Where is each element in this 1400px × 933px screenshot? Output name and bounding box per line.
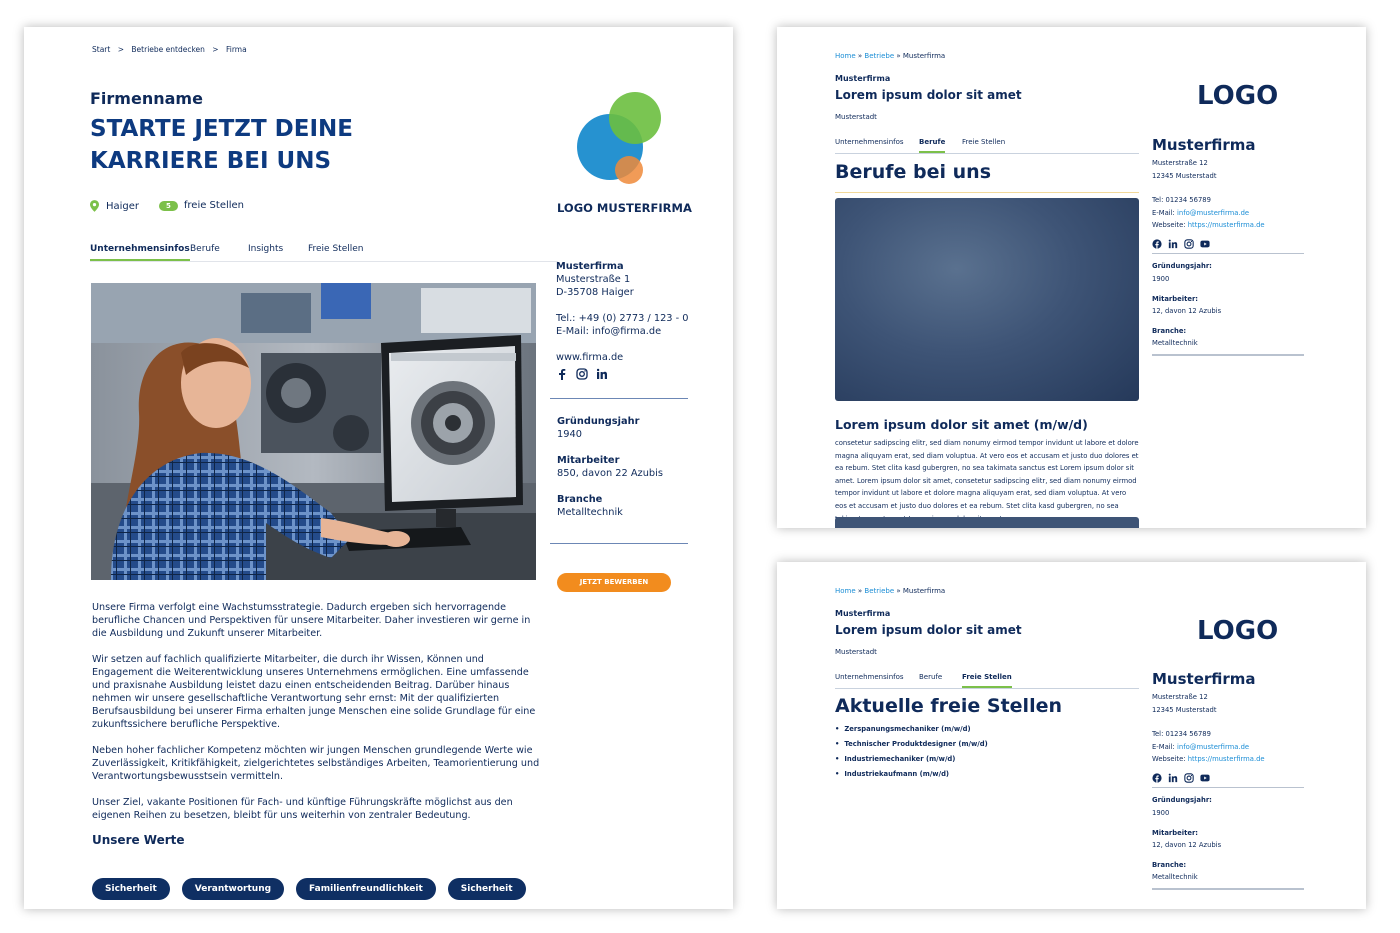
social-links: [556, 368, 689, 380]
fact-value: Metalltechnik: [1152, 873, 1198, 882]
fact-label: Mitarbeiter:: [1152, 294, 1199, 303]
fact-label: Branche:: [1152, 860, 1187, 869]
divider: [1152, 354, 1304, 356]
divider: [1152, 253, 1304, 255]
job-description: consetetur sadipscing elitr, sed diam nonumy eirmod tempor invidunt ut labore et dolore magna aliquyam erat, sed diam voluptua. At vero eos et accusam et justo duo dolores et ea rebum. Stet clita kasd gubergren, no sea takimata sanctus est Lorem ipsum dolor sit amet. Lorem ipsum dolor sit amet, consetetur sadipscing elitr, sed diam nonumy eirmod tempor invidunt ut labore et dolore magna aliquyam erat, sed diam voluptua. At vero eos et accusam et justo duo dolores et ea rebum. Stet clita kasd gubergren, no sea: [835, 439, 1139, 510]
tab-freie-stellen[interactable]: Freie Stellen: [308, 244, 364, 254]
sidebar-phone[interactable]: Tel: 01234 56789: [1152, 730, 1211, 739]
sidebar-web-row: [1152, 753, 1304, 766]
fact-founded: [1152, 794, 1304, 819]
breadcrumb-separator: >: [117, 45, 125, 54]
tab-bar: [90, 244, 558, 262]
contact-box: [556, 260, 689, 380]
logo-text: LOGO: [1197, 81, 1279, 111]
breadcrumb: [835, 52, 945, 60]
fact-label: Branche: [557, 494, 603, 505]
sidebar-email-link[interactable]: info@musterfirma.de: [1177, 208, 1250, 217]
fact-label: Mitarbeiter:: [1152, 828, 1199, 837]
breadcrumb-current: Firma: [225, 45, 247, 54]
tab-freie-stellen[interactable]: Freie Stellen: [962, 673, 1012, 688]
fact-label: Gründungsjahr: [557, 416, 640, 427]
job-list-item[interactable]: • Technischer Produktdesigner (m/w/d): [835, 737, 988, 752]
breadcrumb-separator: »: [894, 587, 903, 595]
description-paragraph: Neben hoher fachlicher Kompetenz möchten wir jungen Menschen grundlegende Werte wie Zuverlässigkeit, Kritikfähigkeit, zielgerichtetes selbständiges Arbeiten, Teamorientierung und Verantwortungsbewusstsein vermitteln.: [92, 745, 540, 782]
facebook-icon[interactable]: [1152, 239, 1162, 249]
divider: [835, 192, 1139, 193]
firm-name: Firmenname: [90, 89, 203, 108]
company-city: Musterstadt: [835, 113, 877, 121]
sidebar-email-link[interactable]: info@musterfirma.de: [1177, 742, 1250, 751]
contact-street: Musterstraße 1: [556, 274, 631, 285]
sidebar-web-label: Webseite:: [1152, 755, 1188, 764]
linkedin-icon[interactable]: [1168, 239, 1178, 249]
divider: [1152, 888, 1304, 890]
fact-label: Gründungsjahr:: [1152, 262, 1212, 271]
social-links: [1152, 773, 1304, 783]
linkedin-icon[interactable]: [596, 368, 608, 380]
sidebar-web-link[interactable]: https://musterfirma.de: [1187, 755, 1265, 764]
sidebar-email-row: [1152, 741, 1304, 754]
company-profile-panel: [24, 27, 733, 909]
breadcrumb-separator: »: [855, 587, 865, 595]
breadcrumb-betriebe[interactable]: Betriebe entdecken: [131, 45, 205, 54]
jobs-count-badge: 5: [159, 201, 178, 211]
job-list-item[interactable]: • Industriekaufmann (m/w/d): [835, 767, 988, 782]
value-chip-sicherheit-2[interactable]: Sicherheit: [448, 878, 526, 900]
fact-label: Branche:: [1152, 326, 1187, 335]
fact-value: 850, davon 22 Azubis: [557, 467, 663, 479]
headline-line-2: KARRIERE BEI UNS: [90, 148, 332, 174]
tab-berufe[interactable]: Berufe: [919, 673, 943, 681]
fact-industry: [557, 494, 663, 519]
sidebar-city: 12345 Musterstadt: [1152, 705, 1217, 714]
video-thumbnail-2[interactable]: [835, 517, 1139, 528]
breadcrumb-home[interactable]: Home: [835, 52, 856, 60]
job-list-item[interactable]: • Industriemechaniker (m/w/d): [835, 752, 988, 767]
values-heading: Unsere Werte: [92, 833, 185, 847]
fact-value: 1900: [1152, 809, 1170, 818]
contact-city: D-35708 Haiger: [556, 287, 634, 298]
open-positions-panel: [777, 562, 1366, 909]
company-name-small: Musterfirma: [835, 609, 891, 618]
breadcrumb-separator: >: [212, 45, 219, 54]
location: [90, 200, 139, 212]
job-list-item[interactable]: • Zerspanungsmechaniker (m/w/d): [835, 722, 988, 737]
breadcrumb-betriebe[interactable]: Betriebe: [864, 587, 895, 595]
tab-bar: [835, 673, 1139, 689]
section-title: Aktuelle freie Stellen: [835, 695, 1062, 717]
divider: [550, 543, 688, 544]
company-title: Lorem ipsum dolor sit amet: [835, 623, 1022, 637]
facebook-icon[interactable]: [556, 368, 568, 380]
fact-value: Metalltechnik: [1152, 339, 1198, 348]
sidebar-web-link[interactable]: https://musterfirma.de: [1187, 221, 1265, 230]
social-links: [1152, 239, 1304, 249]
description-paragraph: Unser Ziel, vakante Positionen für Fach- und künftige Führungskräfte möglichst aus den eigenen Reihen zu besetzen, bleibt für uns weiterhin von zentraler Bedeutung.: [92, 797, 513, 821]
contact-email[interactable]: E-Mail: info@firma.de: [556, 326, 662, 337]
tab-berufe[interactable]: Berufe: [919, 138, 945, 153]
fact-industry: [1152, 325, 1304, 350]
jobs-label: freie Stellen: [183, 200, 245, 211]
fact-founded: [557, 416, 663, 441]
open-jobs[interactable]: [159, 200, 244, 211]
breadcrumb-separator: »: [855, 52, 865, 60]
breadcrumb-betriebe[interactable]: Betriebe: [864, 52, 895, 60]
company-name-small: Musterfirma: [835, 74, 891, 83]
facebook-icon[interactable]: [1152, 773, 1162, 783]
contact-website[interactable]: www.firma.de: [556, 352, 624, 363]
youtube-icon[interactable]: [1200, 773, 1210, 783]
sidebar-phone[interactable]: Tel: 01234 56789: [1152, 196, 1211, 205]
company-title: Lorem ipsum dolor sit amet: [835, 88, 1022, 102]
job-list: [835, 722, 988, 782]
breadcrumb-current: Musterfirma: [902, 52, 946, 60]
company-description: [92, 601, 542, 835]
instagram-icon[interactable]: [1184, 239, 1194, 249]
company-facts: [557, 416, 663, 533]
sidebar-city: 12345 Musterstadt: [1152, 171, 1217, 180]
logo-label: LOGO MUSTERFIRMA: [557, 201, 692, 215]
logo-text: LOGO: [1197, 616, 1279, 646]
tab-freie-stellen[interactable]: Freie Stellen: [962, 138, 1006, 146]
page-title: [90, 113, 410, 177]
sidebar-email-label: E-Mail:: [1152, 742, 1178, 751]
fact-value: 1940: [557, 428, 582, 440]
fact-employees: [557, 455, 663, 480]
company-city: Musterstadt: [835, 648, 877, 656]
description-paragraph: Wir setzen auf fachlich qualifizierte Mitarbeiter, die durch ihr Wissen, Können und Engagement die Weiterentwicklung unseres Unternehmens ermöglichen. Eine umfassende und praxisnahe Ausbildung leistet dazu einen entscheidenden Beitrag. Darüber hinaus nehmen wir unsere gesellschaftliche Verantwortung sehr ernst: Mit der qualifizierten Berufsausbildung bei unserer Firma erhalten junge Menschen eine solide Grundlage für eine zukunftssichere berufliche Perspektive.: [92, 654, 536, 730]
linkedin-icon[interactable]: [1168, 773, 1178, 783]
contact-name: Musterfirma: [556, 261, 624, 272]
tab-unternehmensinfos[interactable]: Unternehmensinfos: [90, 244, 190, 261]
tab-berufe[interactable]: Berufe: [190, 244, 220, 254]
fact-employees: [1152, 293, 1304, 318]
sidebar-company-name: Musterfirma: [1152, 670, 1256, 688]
section-title: Berufe bei uns: [835, 161, 992, 183]
sidebar-email-label: E-Mail:: [1152, 208, 1178, 217]
fact-value: Metalltechnik: [557, 506, 623, 518]
tab-insights[interactable]: Insights: [248, 244, 284, 254]
fact-label: Gründungsjahr:: [1152, 796, 1212, 805]
youtube-icon[interactable]: [1200, 239, 1210, 249]
divider: [550, 398, 688, 399]
fact-value: 12, davon 12 Azubis: [1152, 841, 1222, 850]
contact-phone[interactable]: Tel.: +49 (0) 2773 / 123 - 0: [556, 313, 689, 324]
breadcrumb-separator: »: [894, 52, 903, 60]
company-sidebar: [1152, 135, 1304, 362]
values-chips: [92, 878, 538, 900]
careers-panel: [777, 27, 1366, 528]
description-paragraph: Unsere Firma verfolgt eine Wachstumsstrategie. Dadurch ergeben sich hervorragende berufliche Chancen und Perspektiven für unsere Mitarbeiter. Daher investieren wir gerne in die Ausbildung und Zukunft unserer Mitarbeiter.: [92, 602, 531, 639]
hero-photo: [91, 283, 536, 580]
fact-value: 12, davon 12 Azubis: [1152, 307, 1222, 316]
video-thumbnail[interactable]: [835, 198, 1139, 401]
sidebar-web-label: Webseite:: [1152, 221, 1188, 230]
headline-line-1: STARTE JETZT DEINE: [90, 116, 354, 142]
breadcrumb-current: Musterfirma: [902, 587, 946, 595]
fact-label: Mitarbeiter: [557, 455, 620, 466]
tab-bar: [835, 138, 1139, 154]
fact-founded: [1152, 260, 1304, 285]
sidebar-email-row: [1152, 207, 1304, 220]
location-label: Haiger: [106, 200, 140, 212]
company-logo-icon: [573, 91, 669, 187]
fact-value: 1900: [1152, 275, 1170, 284]
instagram-icon[interactable]: [1184, 773, 1194, 783]
sidebar-street: Musterstraße 12: [1152, 159, 1208, 167]
apply-button[interactable]: JETZT BEWERBEN: [557, 573, 671, 592]
instagram-icon[interactable]: [576, 368, 588, 380]
value-chip-verantwortung[interactable]: Verantwortung: [182, 878, 284, 900]
tab-unternehmensinfos[interactable]: Unternehmensinfos: [835, 138, 904, 146]
sidebar-web-row: [1152, 219, 1304, 232]
divider: [1152, 787, 1304, 789]
breadcrumb: [835, 587, 945, 595]
company-sidebar: [1152, 669, 1304, 896]
breadcrumb-home[interactable]: Home: [835, 587, 856, 595]
job-title: Lorem ipsum dolor sit amet (m/w/d): [835, 417, 1088, 432]
fact-employees: [1152, 827, 1304, 852]
sidebar-street: Musterstraße 12: [1152, 693, 1208, 701]
breadcrumb: [92, 45, 252, 54]
value-chip-sicherheit[interactable]: Sicherheit: [92, 878, 170, 900]
location-pin-icon: [90, 200, 99, 212]
fact-industry: [1152, 859, 1304, 884]
tab-unternehmensinfos[interactable]: Unternehmensinfos: [835, 673, 904, 681]
breadcrumb-start[interactable]: Start: [92, 45, 111, 54]
value-chip-familienfreundlichkeit[interactable]: Familienfreundlichkeit: [296, 878, 436, 900]
sidebar-company-name: Musterfirma: [1152, 136, 1256, 154]
